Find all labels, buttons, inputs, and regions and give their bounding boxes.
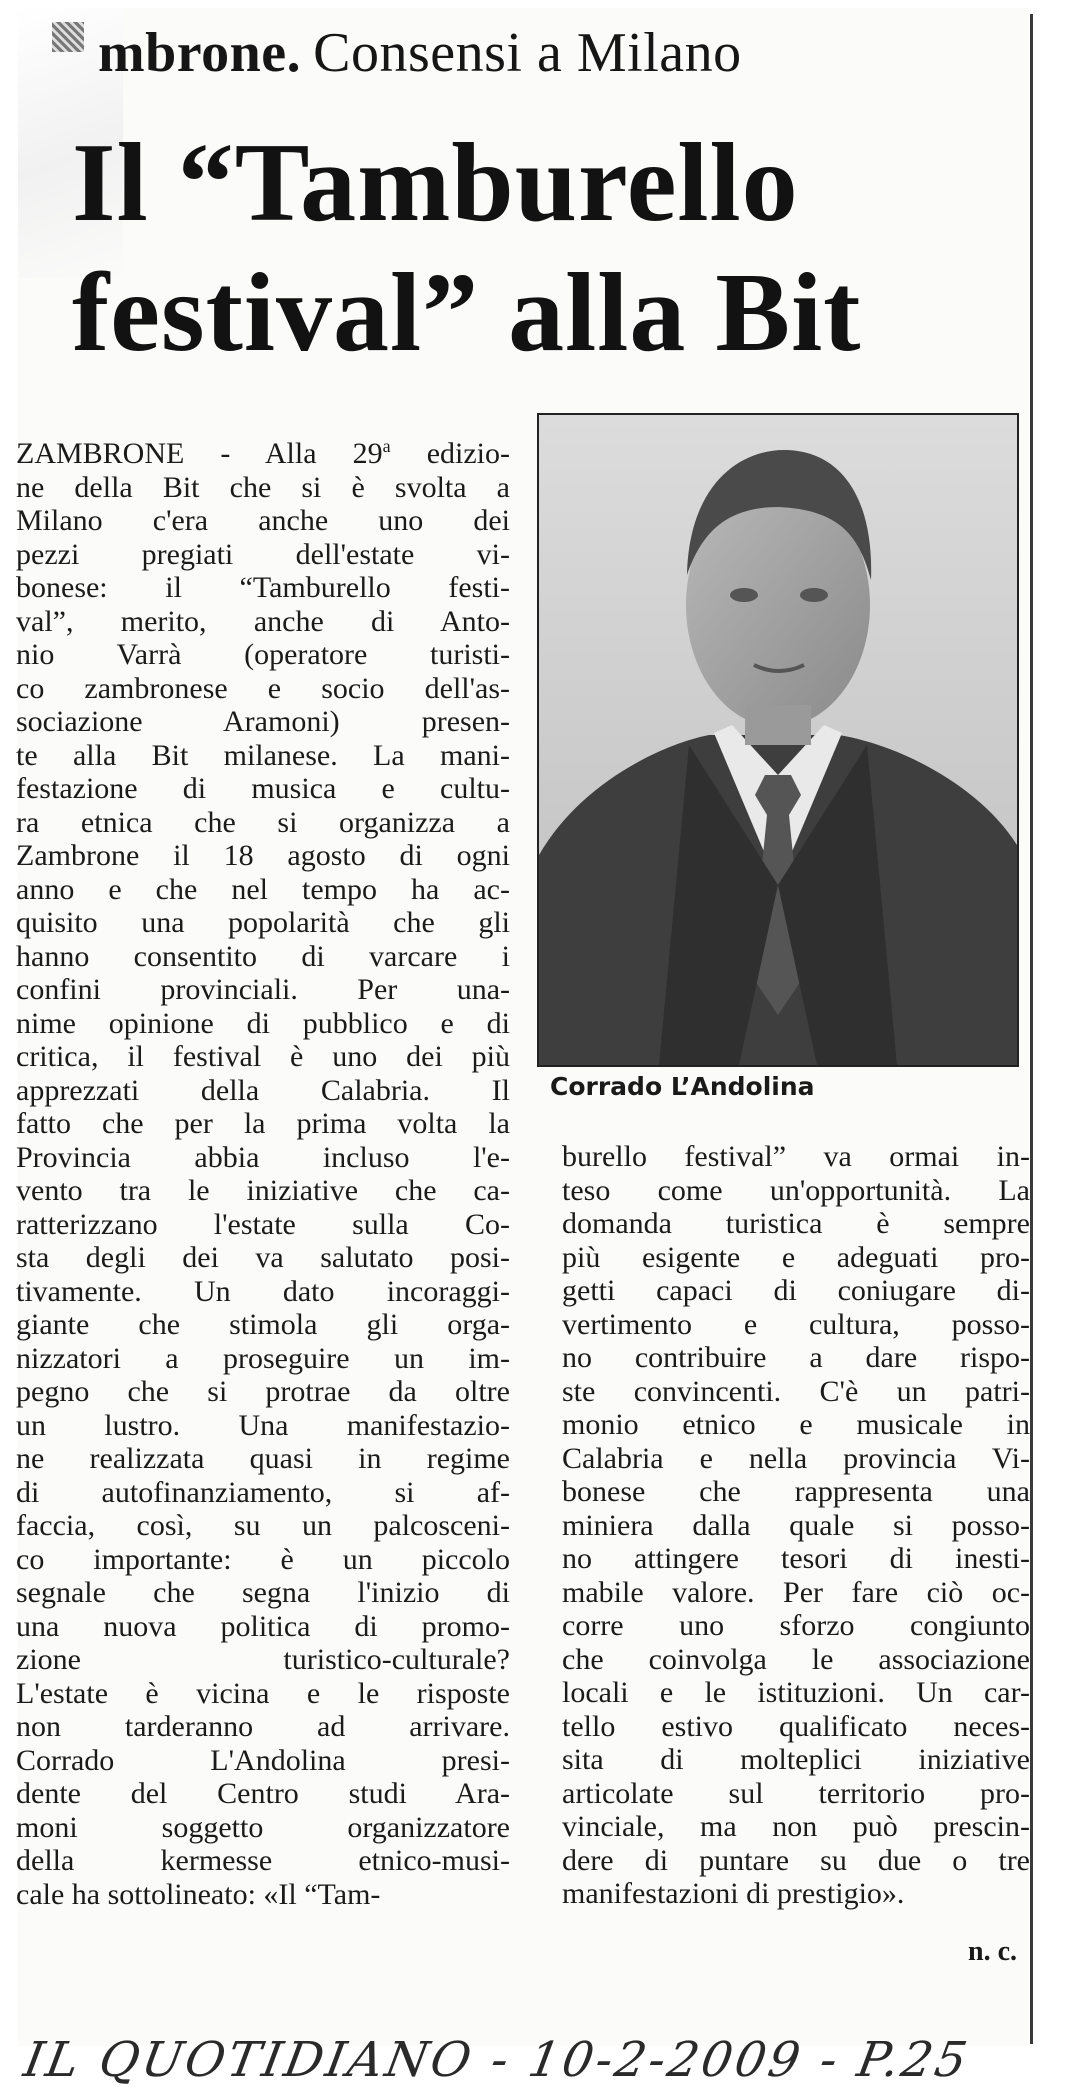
column-line: Calabria e nella provincia Vi- [562,1441,1030,1475]
column-line: non tarderanno ad arrivare. [16,1710,510,1743]
column-line: quisito una popolarità che gli [16,906,510,939]
column-line: Provincia abbia incluso l'e- [16,1140,510,1174]
column-line: ratterizzano l'estate sulla Co- [16,1207,510,1241]
column-line: dente del Centro studi Ara- [16,1777,510,1810]
column-line: monio etnico e musicale in [562,1408,1030,1441]
column-line: teso come un'opportunità. La [562,1173,1030,1207]
portrait-image [539,415,1017,1065]
column-line: vinciale, ma non può prescin- [562,1810,1030,1843]
column-line: critica, il festival è uno dei più [16,1040,510,1073]
column-line: più esigente e adeguati pro- [562,1240,1030,1274]
column-line: anno e che nel tempo ha ac- [16,872,510,906]
column-line: Corrado L'Andolina presi- [16,1743,510,1777]
headline-line-2: festival” alla Bit [72,251,862,375]
headline [72,118,1027,378]
column-line: tello estivo qualificato neces- [562,1709,1030,1743]
kicker-subtitle: Consensi a Milano [313,22,742,84]
photo-caption: Corrado L’Andolina [550,1072,815,1101]
dateline: ZAMBRONE - Alla 29 [16,437,383,470]
article-column-2 [562,1140,1030,1911]
column-line: hanno consentito di varcare i [16,939,510,973]
column-line: vento tra le iniziative che ca- [16,1174,510,1207]
column-line: co zambronese e socio dell'as- [16,671,510,705]
column-line: articolate sul territorio pro- [562,1776,1030,1810]
headline-line-1: Il “Tamburello [72,121,799,245]
column-line: vertimento e cultura, posso- [562,1307,1030,1341]
column-line: fatto che per la prima volta la [16,1107,510,1140]
column-line: una nuova politica di promo- [16,1609,510,1643]
column-line: manifestazioni di prestigio». [562,1877,905,1910]
column-line: ne della Bit che si è svolta a [16,470,510,504]
column-line: co importante: è un piccolo [16,1542,510,1576]
column-line: val”, merito, anche di Anto- [16,604,510,638]
column-line: giante che stimola gli orga- [16,1308,510,1341]
author-signature: n. c. [968,1936,1017,1967]
column-line: dere di puntare su due o tre [562,1843,1030,1877]
column-line: della kermesse etnico-musi- [16,1844,510,1877]
column-line: Zambrone il 18 agosto di ogni [16,839,510,872]
kicker [98,18,1028,88]
article-column-1 [16,437,510,1911]
column-line: sta degli dei va salutato posi- [16,1241,510,1274]
ordinal-superscript: a [382,436,391,456]
column-line: sita di molteplici iniziative [562,1743,1030,1776]
column-line: bonese: il “Tamburello festi- [16,571,510,604]
kicker-place: mbrone. [98,22,302,84]
column-line: sociazione Aramoni) presen- [16,705,510,738]
column-line: faccia, così, su un palcosceni- [16,1509,510,1542]
column-line: bonese che rappresenta una [562,1475,1030,1508]
column-line: festazione di musica e cultu- [16,772,510,805]
column-line [16,437,510,471]
column-line: che coinvolga le associazione [562,1642,1030,1676]
dateline-suffix: edizio- [390,437,510,470]
portrait-photo [537,413,1019,1067]
column-line: tivamente. Un dato incoraggi- [16,1274,510,1308]
handwritten-source-note: IL QUOTIDIANO - 10-2-2009 - P.25 [19,2032,974,2088]
column-line: pegno che si protrae da oltre [16,1375,510,1408]
column-line: Milano c'era anche uno dei [16,504,510,537]
column-line: L'estate è vicina e le risposte [16,1676,510,1710]
column-line: mabile valore. Per fare ciò oc- [562,1575,1030,1609]
column-line: domanda turistica è sempre [562,1207,1030,1240]
column-line: segnale che segna l'inizio di [16,1576,510,1609]
column-line: ste convincenti. C'è un patri- [562,1374,1030,1408]
column-line: cale ha sottolineato: «Il “Tam- [16,1877,381,1911]
column-line: getti capaci di coniugare di- [562,1274,1030,1307]
column-line: ne realizzata quasi in regime [16,1442,510,1475]
column-line: burello festival” va ormai in- [562,1140,1030,1173]
column-line: no attingere tesori di inesti- [562,1542,1030,1575]
column-line: zione turistico-culturale? [16,1643,510,1676]
column-line: un lustro. Una manifestazio- [16,1408,510,1442]
column-line: nime opinione di pubblico e di [16,1006,510,1040]
column-line: ra etnica che si organizza a [16,805,510,839]
column-line: locali e le istituzioni. Un car- [562,1676,1030,1709]
column-line: corre uno sforzo congiunto [562,1609,1030,1642]
column-line: nio Varrà (operatore turisti- [16,638,510,671]
column-line: te alla Bit milanese. La mani- [16,738,510,772]
column-line: confini provinciali. Per una- [16,973,510,1006]
column-line: moni soggetto organizzatore [16,1810,510,1844]
column-line: apprezzati della Calabria. Il [16,1073,510,1107]
scan-corner-mark [52,22,84,52]
column-line: pezzi pregiati dell'estate vi- [16,537,510,571]
clipping-edge [1030,14,1033,2044]
column-line: miniera dalla quale si posso- [562,1508,1030,1542]
column-line: di autofinanziamento, si af- [16,1475,510,1509]
column-line: no contribuire a dare rispo- [562,1341,1030,1374]
column-line: nizzatori a proseguire un im- [16,1341,510,1375]
